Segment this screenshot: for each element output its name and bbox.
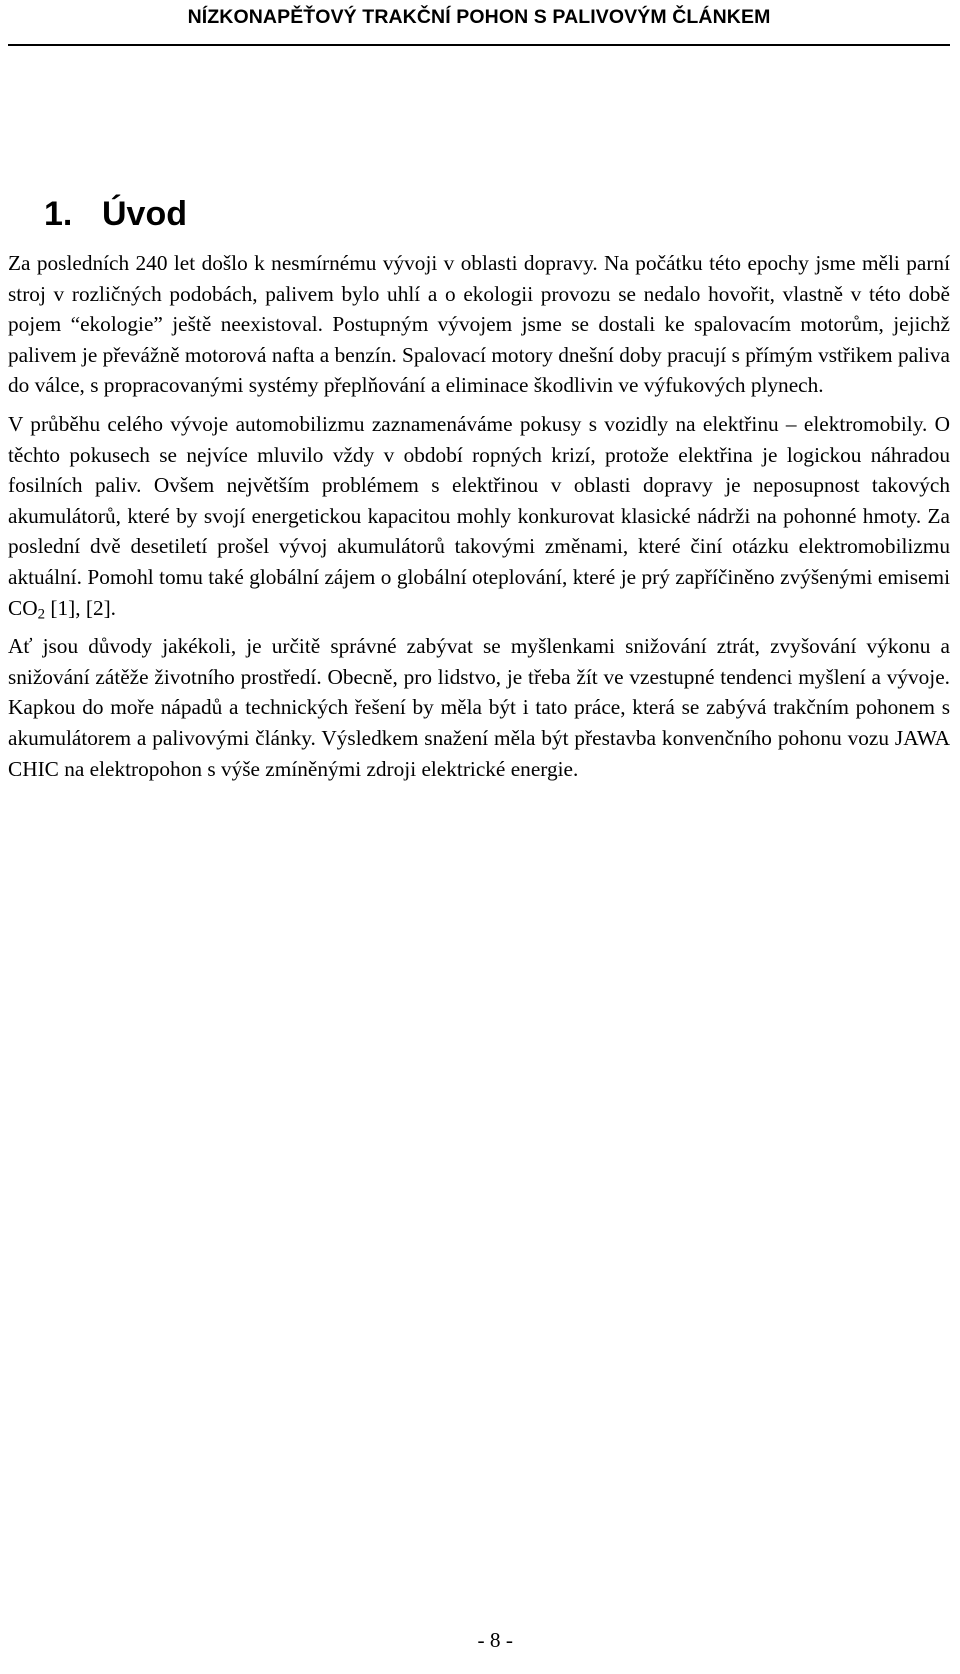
header-rule [8, 44, 950, 46]
section-title: Úvod [102, 195, 187, 233]
co2-subscript: 2 [37, 606, 46, 623]
page-number: - 8 - [477, 1628, 513, 1652]
section-number: 1. [44, 195, 73, 233]
running-header: NÍZKONAPĚŤOVÝ TRAKČNÍ POHON S PALIVOVÝM ČLÁNKEM [187, 6, 771, 28]
paragraph-electromobility [8, 409, 950, 623]
paragraph-intro: Za posledních 240 let došlo k nesmírnému vývoji v oblasti dopravy. Na počátku této epochy jsme měli parní stroj v rozličných podobách, palivem bylo uhlí a o ekologii provozu se nedalo hovořit, vlastně v této době pojem “ekologie” ještě neexistoval. Postupným vývojem jsme se dostali ke spalovacím motorům, jejichž palivem je převážně motorová nafta a benzín. Spalovací motory dnešní doby pracují s přímým vstřikem paliva do válce, s propracovanými systémy přeplňování a eliminace škodlivin ve výfukových plynech. [8, 251, 950, 398]
paragraph-motivation: Ať jsou důvody jakékoli, je určitě správné zabývat se myšlenkami snižování ztrát, zvyšování výkonu a snižování zátěže životního prostředí. Obecně, pro lidstvo, je třeba žít ve vzestupné tendenci myšlení a vývoje. Kapkou do moře nápadů a technických řešení by měla být i tato práce, která se zabývá trakčním pohonem s akumulátorem a palivovými články. Výsledkem snažení měla být přestavba konvenčního pohonu vozu JAWA CHIC na elektropohon s výše zmíněnými zdroji elektrické energie. [8, 634, 950, 781]
body-text [8, 248, 950, 784]
paragraph-electromobility-text: V průběhu celého vývoje automobilizmu zaznamenáváme pokusy s vozidly na elektřinu – elektromobily. O těchto pokusech se nejvíce mluvilo vždy v období ropných krizí, protože elektřina je logickou náhradou fosilních paliv. Ovšem největším problémem s elektřinou v oblasti dopravy je neposupnost takových akumulátorů, které by svojí energetickou kapacitou mohly konkurovat klasické nádrži na pohonné hmoty. Za poslední dvě desetiletí prošel vývoj akumulátorů takovými změnami, které činí otázku elektromobilizmu aktuální. Pomohl tomu také globální zájem o globální oteplování, které je prý zapříčiněno zvýšenými emisemi CO [8, 411, 950, 620]
section-heading [44, 192, 187, 236]
paragraph-electromobility-citations: [1], [2]. [45, 595, 117, 620]
